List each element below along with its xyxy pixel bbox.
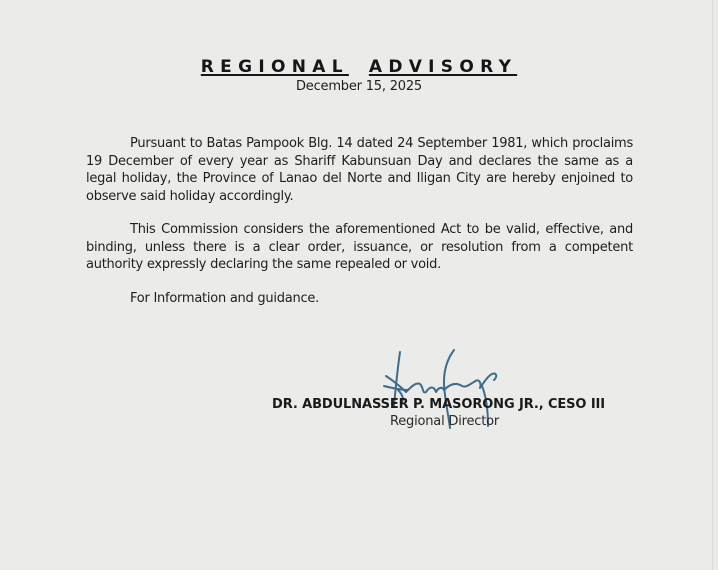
signatory-name: DR. ABDULNASSER P. MASORONG JR., CESO III: [272, 397, 606, 412]
document-date: December 15, 2025: [295, 79, 423, 94]
paragraph-legal-basis: Pursuant to Batas Pampook Blg. 14 dated 24 September 1981, which proclaims 19 December of every year as Shariff Kabunsuan Day and declares the same as a legal holiday, the Province of Lanao del Norte and Iligan City are hereby enjoined to observe said holiday accordingly.: [86, 136, 633, 204]
paragraph-validity: This Commission considers the aforementioned Act to be valid, effective, and binding, unless there is a clear order, issuance, or resolution from a competent authority expressly declaring the same repealed or void.: [86, 222, 633, 272]
signatory-position: Regional Director: [390, 414, 500, 429]
title-word-advisory: ADVISORY: [368, 57, 518, 77]
document-title: [0, 57, 718, 77]
paragraph-closing: For Information and guidance.: [130, 291, 320, 306]
title-word-regional: REGIONAL: [200, 57, 349, 77]
